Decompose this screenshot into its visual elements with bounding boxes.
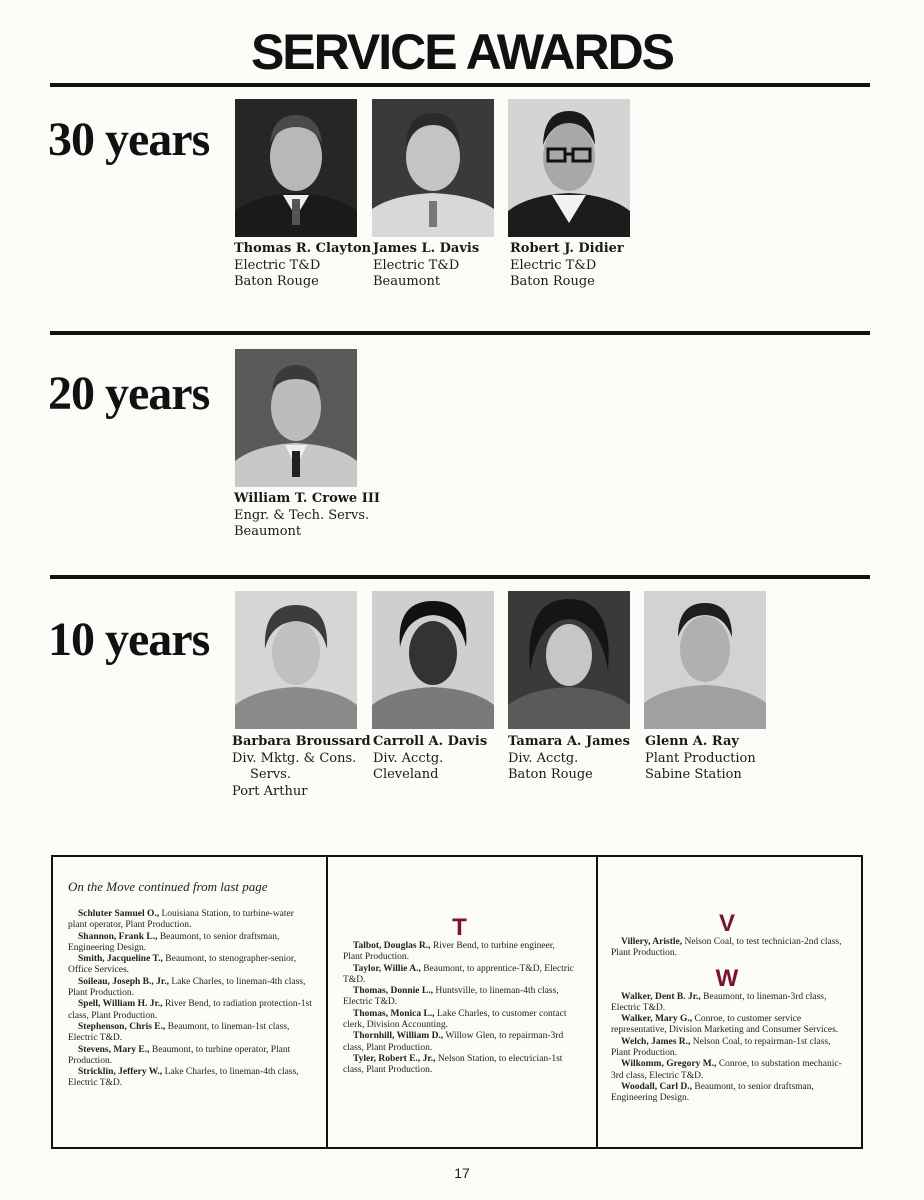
recipient-department: Div. Acctg. — [508, 750, 579, 766]
on-the-move-column — [596, 857, 861, 1147]
award-caption — [508, 734, 650, 784]
portrait-photo — [372, 99, 494, 237]
page-title: SERVICE AWARDS — [250, 24, 674, 80]
recipient-name: Glenn A. Ray — [645, 734, 739, 749]
recipient-department: Engr. & Tech. Servs. — [234, 507, 370, 523]
portrait-photo — [235, 591, 357, 729]
on-the-move-column — [326, 857, 596, 1147]
move-entry: Thomas, Monica L., Lake Charles, to customer contact clerk, Division Accounting. — [343, 1008, 567, 1031]
recipient-location: Baton Rouge — [234, 274, 319, 289]
move-entry: Stevens, Mary E., Beaumont, to turbine operator, Plant Production. — [68, 1044, 291, 1066]
on-the-move-heading: On the Move continued from last page — [68, 879, 268, 894]
recipient-name: William T. Crowe III — [234, 491, 380, 506]
section-letter: V — [718, 910, 735, 937]
award-caption — [234, 491, 404, 541]
move-entry: Walker, Mary G., Conroe, to customer service representative, Division Marketing and Consumer Services. — [611, 1014, 839, 1036]
recipient-department: Electric T&D — [234, 257, 321, 273]
move-entry: Thomas, Donnie L., Huntsville, to lineman-4th class, Electric T&D. — [343, 986, 559, 1008]
recipient-location: Sabine Station — [645, 767, 742, 782]
recipient-name: Tamara A. James — [508, 734, 630, 749]
recipient-department-continued: Servs. — [250, 767, 291, 782]
portrait-photo — [508, 591, 630, 729]
section-label-10-years: 10 years — [48, 613, 210, 666]
move-entry: Talbot, Douglas R., River Bend, to turbine engineer, Plant Production. — [343, 941, 555, 963]
recipient-department: Div. Mktg. & Cons. — [232, 750, 357, 766]
recipient-name: Carroll A. Davis — [373, 734, 488, 749]
divider — [50, 331, 870, 335]
portrait-photo — [508, 99, 630, 237]
move-entry: Stephenson, Chris E., Beaumont, to lineman-1st class, Electric T&D. — [68, 1021, 290, 1044]
move-entry: Stricklin, Jeffery W., Lake Charles, to lineman-4th class, Electric T&D. — [68, 1067, 299, 1089]
portrait-photo — [235, 349, 357, 487]
move-entry: Thornhill, William D., Willow Glen, to repairman-3rd class, Plant Production. — [343, 1031, 564, 1053]
recipient-name: Barbara Broussard — [232, 734, 371, 749]
move-entry: Soileau, Joseph B., Jr., Lake Charles, to lineman-4th class, Plant Production. — [68, 976, 306, 999]
move-entry: Wilkomm, Gregory M., Conroe, to substation mechanic-3rd class, Electric T&D. — [611, 1059, 842, 1081]
section-label-20-years: 20 years — [48, 367, 210, 420]
portrait-photo — [372, 591, 494, 729]
section-letter: W — [715, 964, 739, 992]
on-the-move-column — [53, 857, 326, 1147]
move-entry: Woodall, Carl D., Beaumont, to senior draftsman, Engineering Design. — [611, 1081, 814, 1104]
divider — [50, 83, 870, 87]
on-the-move-box — [51, 855, 863, 1149]
move-entry: Tyler, Robert E., Jr., Nelson Station, to electrician-1st class, Plant Production. — [343, 1053, 563, 1076]
award-caption — [373, 241, 515, 291]
recipient-location: Port Arthur — [232, 783, 308, 799]
move-entry: Walker, Dent B. Jr., Beaumont, to lineman-3rd class, Electric T&D. — [611, 991, 827, 1013]
recipient-location: Beaumont — [373, 274, 441, 289]
recipient-location: Baton Rouge — [508, 767, 593, 782]
move-entry: Taylor, Willie A., Beaumont, to apprentice-T&D, Electric T&D. — [343, 963, 574, 985]
award-caption — [510, 241, 652, 291]
award-caption — [373, 734, 515, 784]
move-entry: Spell, William H. Jr., River Bend, to radiation protection-1st class, Plant Production. — [68, 999, 312, 1021]
move-entry: Schluter Samuel O., Louisiana Station, to turbine-water plant operator, Plant Production. — [68, 909, 294, 931]
move-entry: Villery, Aristle, Nelson Coal, to test technician-2nd class, Plant Production. — [611, 937, 842, 959]
move-entry: Smith, Jacqueline T., Beaumont, to stenographer-senior, Office Services. — [68, 954, 297, 976]
section-label-30-years: 30 years — [48, 113, 210, 166]
recipient-department: Div. Acctg. — [373, 750, 444, 766]
page-number: 17 — [454, 1165, 470, 1181]
portrait-photo — [644, 591, 766, 729]
recipient-department: Plant Production — [645, 750, 756, 766]
award-caption — [234, 241, 376, 291]
recipient-location: Cleveland — [373, 767, 439, 782]
recipient-location: Beaumont — [234, 524, 302, 539]
recipient-department: Electric T&D — [510, 257, 597, 273]
portrait-photo — [235, 99, 357, 237]
recipient-name: Robert J. Didier — [510, 241, 624, 256]
award-caption — [645, 734, 787, 784]
recipient-name: Thomas R. Clayton — [234, 241, 372, 256]
divider — [50, 575, 870, 579]
move-entry: Welch, James R., Nelson Coal, to repairman-1st class, Plant Production. — [611, 1036, 831, 1059]
award-caption — [232, 734, 374, 800]
recipient-location: Baton Rouge — [510, 274, 595, 289]
section-letter: T — [452, 914, 467, 941]
recipient-name: James L. Davis — [373, 241, 480, 256]
recipient-department: Electric T&D — [373, 257, 460, 273]
move-entry: Shannon, Frank L., Beaumont, to senior draftsman, Engineering Design. — [68, 931, 280, 953]
